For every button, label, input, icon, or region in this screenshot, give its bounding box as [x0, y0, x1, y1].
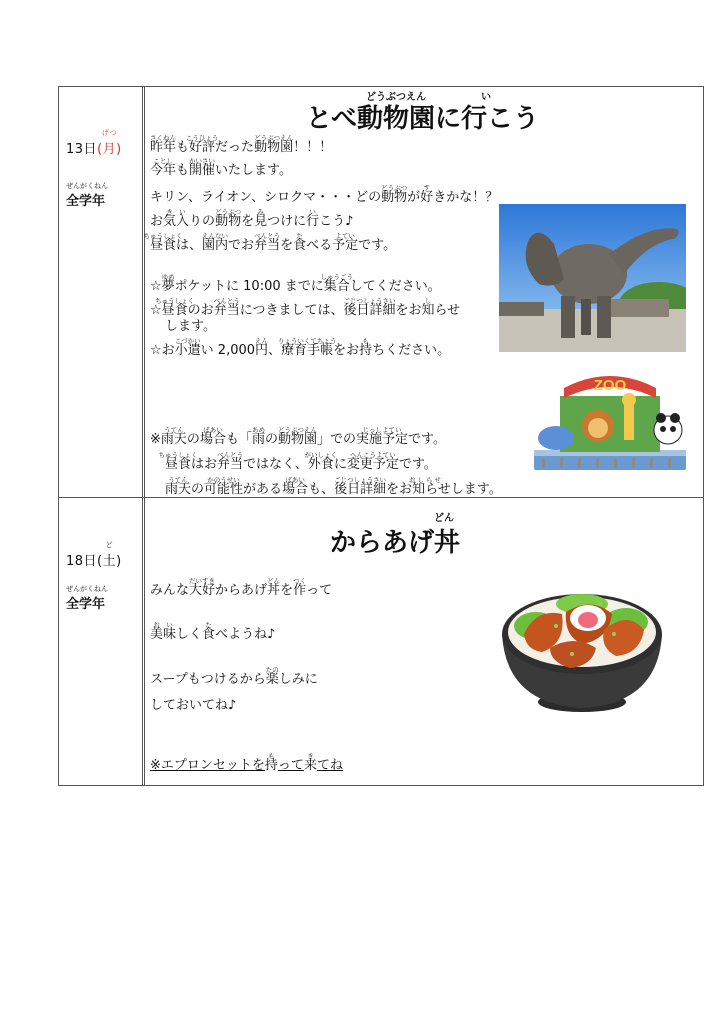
row-1-grade-text: 全学年 — [66, 194, 106, 209]
row-1-line-8: します。 — [165, 319, 216, 334]
ruby: どうぶつえん — [278, 426, 317, 434]
ruby: い — [309, 208, 316, 216]
ruby: き — [307, 752, 314, 760]
table-border-top — [58, 86, 704, 87]
ruby: も — [362, 337, 369, 345]
row-1-title-ruby-2: い — [481, 92, 491, 103]
ruby: ゆめ — [161, 273, 175, 281]
row-1-grade — [66, 182, 108, 209]
ruby: さくねん — [150, 134, 176, 142]
ruby: ことし — [153, 157, 173, 165]
row-2-grade — [66, 585, 108, 612]
ruby: し — [424, 297, 432, 305]
elephant-photo — [499, 204, 686, 352]
row-1-line-4: お気 き 入 い りの動物 どうぶつ を見 み つけに行 い こう♪ — [150, 214, 353, 229]
row-2-line-2: 美 お 味 い しく食 た べようね♪ — [150, 627, 275, 642]
ruby: たの — [265, 666, 279, 674]
ruby: どうぶつ — [381, 184, 408, 192]
ruby: あめ — [251, 426, 265, 434]
karaage-bowl-illustration — [496, 574, 668, 719]
ruby: ばあい — [203, 426, 223, 434]
table-border-bottom — [58, 785, 704, 786]
ruby: こうひょう — [185, 134, 219, 142]
row-2-weekday-ruby: ど — [105, 541, 114, 549]
row-1-grade-ruby: ぜんがくねん — [66, 182, 108, 190]
row-2-grade-text: 全学年 — [66, 597, 106, 612]
row-1-line-6: ☆夢 ゆめ ポケットに 10:00 までに集合 しゅうごう してください。 — [150, 279, 441, 294]
row-1-title-text: とべ動物園に行こう — [306, 104, 539, 134]
row-1-date — [66, 129, 122, 157]
ruby: お — [153, 621, 160, 629]
ruby: つく — [293, 577, 307, 585]
row-2-date-cell — [58, 497, 144, 786]
ruby: ちゅうしょく — [143, 232, 183, 240]
row-1-line-11: 昼食 ちゅうしょく はお弁当 べんとう ではなく、外食 がいしょく に変更予定 へんこうよてい です。 — [165, 457, 437, 472]
row-1-line-5: 昼食 ちゅうしょく は、園内 えんない でお弁当 べんとう を食 た べる予定 よてい です。 — [150, 238, 396, 253]
row-2-date — [66, 541, 122, 569]
ruby: ばあい — [285, 476, 305, 484]
row-2-weekday: (土) ど — [97, 541, 122, 569]
ruby: も — [268, 752, 275, 760]
ruby: えんない — [202, 232, 229, 240]
ruby: へんこうよてい — [350, 451, 396, 459]
ruby: ちゅうしょく — [158, 451, 198, 459]
row-2-line-4: しておいてね♪ — [150, 698, 237, 713]
ruby: かのうせい — [207, 476, 240, 484]
row-1-weekday: (月) げつ — [97, 129, 122, 157]
row-1-day: 13日 — [66, 142, 98, 157]
ruby: じっしよてい — [362, 426, 402, 434]
row-1-weekday-ruby: げつ — [101, 129, 117, 137]
ruby: い — [166, 621, 173, 629]
ruby: ごじつしょうさい — [343, 297, 396, 305]
ruby: こづかい — [174, 337, 201, 345]
ruby: み — [257, 208, 264, 216]
ruby: がいしょく — [304, 451, 338, 459]
ruby: かいさい — [189, 157, 216, 165]
ruby: お し ら せ — [408, 476, 442, 484]
ruby: べんとう — [217, 451, 244, 459]
row-2-line-1: みんな大好 だいすき からあげ丼 どん を作 つく って — [150, 583, 332, 598]
row-1-line-12: 雨天 うてん の可能性 かのうせい がある場合 ばあい も、後日詳細 ごじつしょうさい をお知らせ お し ら せ します。 — [165, 482, 502, 497]
ruby: りょういくてちょう — [277, 337, 337, 345]
ruby: ごじつしょうさい — [334, 476, 387, 484]
row-1-line-2: 今年 ことし も開催 かいさい いたします。 — [150, 163, 292, 178]
row-2-line-5: ※エプロンセットを持 も って来 き てね — [150, 758, 343, 773]
table-border-right — [703, 86, 704, 786]
row-1-date-cell — [58, 86, 144, 497]
row-2-day: 18日 — [66, 554, 98, 569]
ruby: よてい — [335, 232, 355, 240]
ruby: しゅうごう — [320, 273, 354, 281]
ruby: す — [423, 184, 430, 192]
ruby: だいすき — [189, 577, 216, 585]
row-2-grade-ruby: ぜんがくねん — [66, 585, 108, 593]
ruby: た — [296, 232, 303, 240]
row-1-title-ruby-1: どうぶつえん — [366, 92, 426, 103]
ruby: た — [205, 621, 212, 629]
row-1-title — [306, 92, 539, 135]
ruby: き — [166, 208, 173, 216]
ruby: い — [179, 208, 186, 216]
row-2-title-ruby: どん — [434, 513, 454, 524]
row-1-line-3: キリン、ライオン、シロクマ・・・どの動物 どうぶつ が好 す きかな！？ — [150, 190, 498, 205]
row-2-line-3: スープもつけるから楽 たの しみに — [150, 672, 318, 687]
row-2-title — [330, 513, 461, 559]
row-1-line-10: ※雨天 うてん の場合 ばあい も「雨 あめ の動物園 どうぶつえん 」での実施予定 じっしよてい です。 — [150, 432, 446, 447]
row-2-weekday-text: 土 — [102, 554, 117, 569]
row-1-line-9: ☆お小遣 こづかい い 2,000円 えん 、療育手帳 りょういくてちょう をお持 も ちください。 — [150, 343, 450, 358]
row-2-title-text: からあげ丼 — [330, 528, 461, 558]
ruby: ちゅうしょく — [155, 297, 195, 305]
row-1-line-1: 昨年 さくねん も好評 こうひょう だった動物園 どうぶつえん ！！！ — [150, 140, 332, 155]
ruby: べんとう — [213, 297, 240, 305]
ruby: どうぶつえん — [254, 134, 294, 142]
row-1-weekday-text: 月 — [102, 142, 117, 157]
zoo-sign: ZOO — [593, 377, 627, 394]
ruby: うてん — [164, 426, 184, 434]
ruby: うてん — [168, 476, 188, 484]
ruby: どん — [267, 577, 281, 585]
zoo-illustration — [530, 366, 690, 474]
row-divider — [58, 497, 704, 498]
schedule-table — [58, 86, 704, 786]
ruby: べんとう — [254, 232, 281, 240]
ruby: どうぶつ — [215, 208, 242, 216]
ruby: えん — [255, 337, 269, 345]
row-1-line-7: ☆昼食 ちゅうしょく のお弁当 べんとう につきましては、後日詳細 ごじつしょうさい をお知 し らせ — [150, 303, 460, 318]
